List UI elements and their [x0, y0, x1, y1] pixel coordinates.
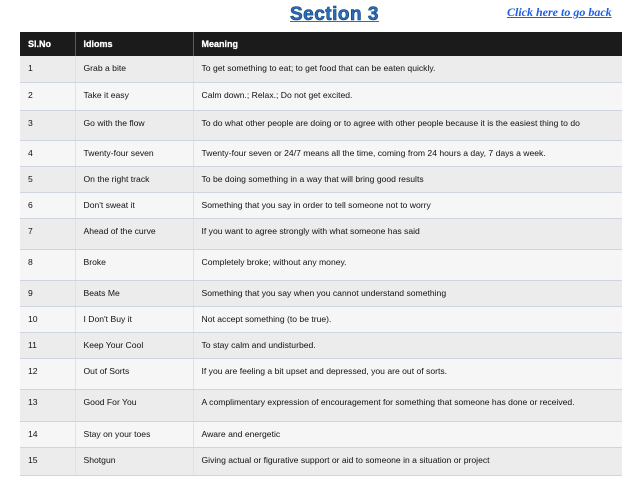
- cell-slno: 9: [20, 280, 75, 306]
- cell-idiom: On the right track: [75, 166, 193, 192]
- column-header-slno: Sl.No: [20, 32, 75, 56]
- table-row: [20, 332, 622, 358]
- table-row: [20, 110, 622, 140]
- table-row: [20, 140, 622, 166]
- cell-slno: 8: [20, 249, 75, 280]
- cell-idiom: Stay on your toes: [75, 421, 193, 447]
- cell-meaning: If you are feeling a bit upset and depressed, you are out of sorts.: [193, 358, 622, 389]
- cell-meaning: Calm down.; Relax.; Do not get excited.: [193, 82, 622, 110]
- table-header-row: [20, 32, 622, 56]
- cell-idiom: Ahead of the curve: [75, 218, 193, 249]
- cell-meaning: To be doing something in a way that will bring good results: [193, 166, 622, 192]
- cell-slno: 2: [20, 82, 75, 110]
- cell-slno: 13: [20, 389, 75, 421]
- cell-idiom: Keep Your Cool: [75, 332, 193, 358]
- cell-meaning: Something that you say when you cannot understand something: [193, 280, 622, 306]
- table-row: [20, 82, 622, 110]
- cell-slno: 12: [20, 358, 75, 389]
- table-row: [20, 358, 622, 389]
- table-row: [20, 249, 622, 280]
- table-row: [20, 421, 622, 447]
- cell-idiom: Beats Me: [75, 280, 193, 306]
- cell-idiom: I Don't Buy it: [75, 306, 193, 332]
- table-row: [20, 389, 622, 421]
- column-header-idioms: Idioms: [75, 32, 193, 56]
- section-title: Section 3: [290, 4, 379, 25]
- cell-meaning: If you want to agree strongly with what someone has said: [193, 218, 622, 249]
- cell-slno: 1: [20, 56, 75, 82]
- table-row: [20, 306, 622, 332]
- table-row: [20, 166, 622, 192]
- cell-idiom: Out of Sorts: [75, 358, 193, 389]
- cell-slno: 6: [20, 192, 75, 218]
- cell-idiom: Good For You: [75, 389, 193, 421]
- cell-slno: 3: [20, 110, 75, 140]
- cell-idiom: Take it easy: [75, 82, 193, 110]
- cell-slno: 11: [20, 332, 75, 358]
- cell-idiom: Go with the flow: [75, 110, 193, 140]
- back-link[interactable]: Click here to go back: [507, 5, 612, 19]
- table-row: [20, 192, 622, 218]
- cell-slno: 5: [20, 166, 75, 192]
- cell-meaning: To get something to eat; to get food that can be eaten quickly.: [193, 56, 622, 82]
- table-row: [20, 447, 622, 475]
- cell-meaning: Not accept something (to be true).: [193, 306, 622, 332]
- table-row: [20, 218, 622, 249]
- cell-idiom: Broke: [75, 249, 193, 280]
- cell-meaning: Twenty-four seven or 24/7 means all the time, coming from 24 hours a day, 7 days a week.: [193, 140, 622, 166]
- cell-slno: 7: [20, 218, 75, 249]
- cell-meaning: To do what other people are doing or to agree with other people because it is the easiest thing to do: [193, 110, 622, 140]
- cell-slno: 14: [20, 421, 75, 447]
- cell-meaning: Giving actual or figurative support or aid to someone in a situation or project: [193, 447, 622, 475]
- cell-idiom: Twenty-four seven: [75, 140, 193, 166]
- cell-meaning: Something that you say in order to tell someone not to worry: [193, 192, 622, 218]
- cell-meaning: A complimentary expression of encouragement for something that someone has done or received.: [193, 389, 622, 421]
- cell-idiom: Grab a bite: [75, 56, 193, 82]
- table-row: [20, 280, 622, 306]
- column-header-meaning: Meaning: [193, 32, 622, 56]
- cell-idiom: Shotgun: [75, 447, 193, 475]
- idioms-table: [20, 32, 622, 476]
- cell-slno: 4: [20, 140, 75, 166]
- cell-slno: 10: [20, 306, 75, 332]
- cell-meaning: Completely broke; without any money.: [193, 249, 622, 280]
- cell-slno: 15: [20, 447, 75, 475]
- table-row: [20, 56, 622, 82]
- cell-meaning: Aware and energetic: [193, 421, 622, 447]
- cell-idiom: Don't sweat it: [75, 192, 193, 218]
- cell-meaning: To stay calm and undisturbed.: [193, 332, 622, 358]
